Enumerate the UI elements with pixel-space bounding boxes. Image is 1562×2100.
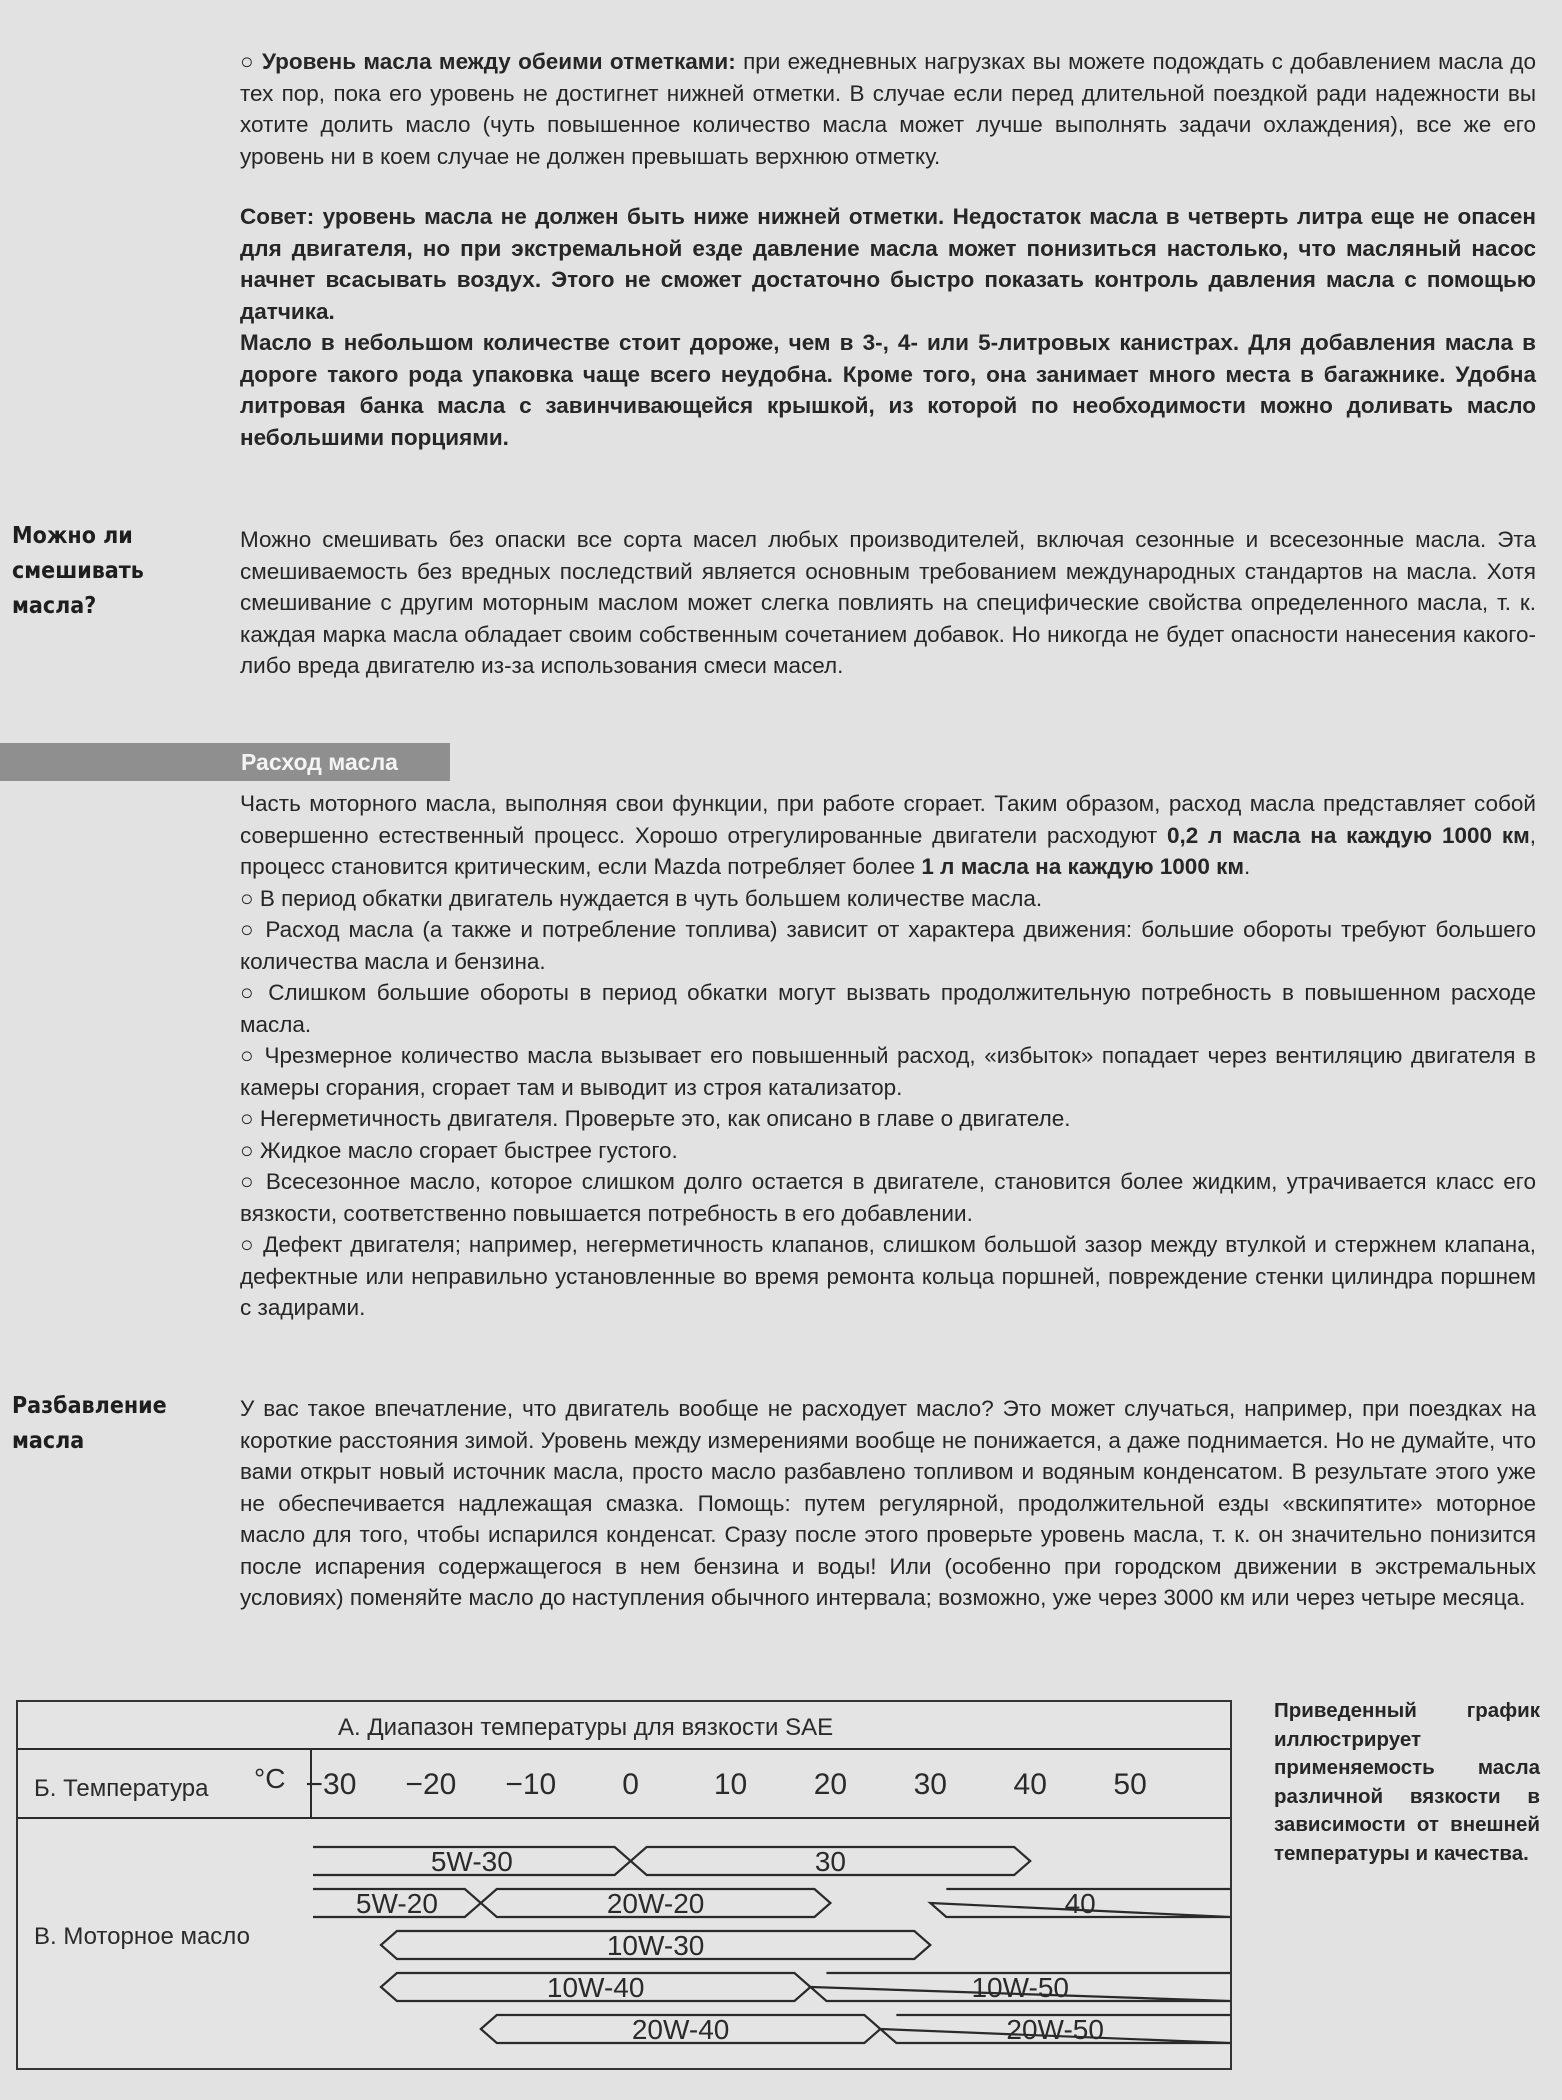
consumption-bullet-text: Негерметичность двигателя. Проверьте это, как описано в главе о двигателе. — [259, 1106, 1071, 1131]
temperature-unit: °C — [254, 1763, 286, 1794]
consumption-bullet-text: Всесезонное масло, которое слишком долго остается в двигателе, становится более жидким, утрачивается класс его вязкости, соответственно повышается потребность в его добавлении. — [240, 1169, 1536, 1226]
axis-tick-label: 10 — [713, 1768, 748, 1801]
consumption-bullet-text: В период обкатки двигатель нуждается в чуть большем количестве масла. — [259, 885, 1043, 911]
consumption-heading: Расход масла — [241, 749, 398, 775]
viscosity-chart — [16, 1700, 1232, 2070]
bullet-marker-icon: ○ — [240, 1169, 266, 1194]
viscosity-range-label: 20W-20 — [606, 1888, 705, 1919]
consumption-bullet — [240, 1040, 1536, 1103]
consumption-bullet-text: Дефект двигателя; например, негерметичность клапанов, слишком большой зазор между втулкой и стержнем клапана, дефектные или неправильно установленные во время ремонта кольца поршней, повреждение стенки цилиндра поршнем с задирами. — [240, 1232, 1536, 1320]
oil-level-section — [240, 46, 1536, 453]
consumption-bullet-text: Жидкое масло сгорает быстрее густого. — [259, 1137, 678, 1163]
bullet-marker-icon: ○ — [240, 885, 260, 911]
consumption-bullet — [240, 1166, 1536, 1229]
bullet-marker-icon: ○ — [240, 980, 269, 1005]
consumption-intro-c: , процесс становится критическим, если Mazda потребляет более — [240, 822, 1536, 879]
viscosity-range-label: 5W-20 — [355, 1888, 438, 1919]
viscosity-range-label: 5W-30 — [430, 1846, 513, 1877]
consumption-bullet — [240, 1229, 1536, 1324]
dilution-section — [240, 1393, 1536, 1614]
consumption-intro-a: Часть моторного масла, выполняя свои функции, при работе сгорает. Таким образом, расход масла представляет собой совершенно естественный процесс. Хорошо отрегулированные двигатели расходуют — [240, 791, 1536, 848]
consumption-intro — [240, 788, 1536, 883]
consumption-rate-normal: 0,2 л масла на каждую 1000 км — [1167, 822, 1530, 848]
axis-tick-label: −10 — [505, 1768, 557, 1801]
bullet-marker-icon: ○ — [240, 917, 266, 942]
viscosity-range-label: 10W-40 — [546, 1972, 645, 2003]
axis-tick-label: 30 — [913, 1768, 948, 1801]
consumption-bullet — [240, 1135, 1536, 1167]
oil-level-text: при ежедневных нагрузках вы можете подождать с добавлением масла до тех пор, пока его уровень не достигнет нижней отметки. В случае если перед длительной поездкой ради надежности вы хотите долить масло (чуть повышенное количество масла может лучше выполнять задачи охлаждения), все же его уровень ни в коем случае не должен превышать верхнюю отметку. — [240, 49, 1536, 169]
axis-tick-label: −20 — [405, 1768, 457, 1801]
consumption-bullet — [240, 1103, 1536, 1135]
advice-paragraph: Совет: уровень масла не должен быть ниже нижней отметки. Недостаток масла в четверть литра еще не опасен для двигателя, но при экстремальной езде давление масла может понизиться настолько, что масляный насос начнет всасывать воздух. Этого не сможет достаточно быстро показать контроль давления масла с помощью датчика. — [240, 204, 1536, 324]
viscosity-range-label: 20W-40 — [631, 2014, 730, 2045]
side-label-mixing: Можно ли смешивать масла? — [12, 523, 144, 619]
chart-caption: Приведенный график иллюстрирует применяемость масла различной вязкости в зависимости от внешней температуры и качества. — [1274, 1699, 1540, 1865]
oil-level-paragraph: ○ Уровень масла между обеими отметками: при ежедневных нагрузках вы можете подождать с добавлением масла до тех пор, пока его уровень не достигнет нижней отметки. В случае если перед длительной поездкой ради надежности вы хотите долить масло (чуть повышенное количество масла может лучше выполнять задачи охлаждения), все же его уровень ни в коем случае не должен превышать верхнюю отметку. — [240, 49, 1536, 169]
bullet-marker-icon: ○ — [240, 1043, 265, 1068]
viscosity-range-label: 40 — [1064, 1888, 1096, 1919]
axis-tick-label: −30 — [305, 1768, 357, 1801]
consumption-bullet-list — [240, 883, 1536, 1324]
oil-row-label: В. Моторное масло — [34, 1923, 250, 1950]
consumption-intro-d: . — [1244, 854, 1251, 879]
mixing-section — [240, 524, 1536, 682]
consumption-bullet — [240, 883, 1536, 915]
mixing-text: Можно смешивать без опаски все сорта масел любых производителей, включая сезонные и всесезонные масла. Эта смешиваемость без вредных последствий является основным требованием международных стандартов на масла. Хотя смешивание с другим моторным маслом может слегка повлиять на специфические свойства определенного масла, т. к. каждая марка масла обладает своим собственным сочетанием добавок. Но никогда не будет опасности нанесения какого-либо вреда двигателю из-за использования смеси масел. — [240, 527, 1536, 678]
axis-tick-label: 20 — [813, 1768, 848, 1801]
section-heading-bar — [0, 743, 450, 781]
temperature-row-label: Б. Температура — [34, 1775, 209, 1802]
consumption-bullet-text: Расход масла (а также и потребление топлива) зависит от характера движения: большие обороты требуют большего количества масла и бензина. — [240, 917, 1536, 974]
axis-tick-label: 0 — [622, 1768, 639, 1801]
chart-title: А. Диапазон температуры для вязкости SAE — [338, 1714, 834, 1741]
consumption-bullet-text: Слишком большие обороты в период обкатки могут вызвать продолжительную потребность в повышенном расходе масла. — [240, 980, 1536, 1037]
bullet-marker-icon: ○ — [240, 1232, 264, 1257]
axis-tick-label: 40 — [1013, 1768, 1047, 1801]
dilution-text: У вас такое впечатление, что двигатель вообще не расходует масло? Это может случаться, например, при поездках на короткие расстояния зимой. Уровень между измерениями вообще не понижается, а даже поднимается. Но не думайте, что вами открыт новый источник масла, просто масло разбавлено топливом и водяным конденсатом. В результате этого уже не обеспечивается надлежащая смазка. Помощь: путем регулярной, продолжительной езды «вскипятите» моторное масло для того, чтобы испарился конденсат. Сразу после этого проверьте уровень масла, т. к. он значительно понизится после испарения содержащегося в нем бензина и воды! Или (особенно при городском движении в экстремальных условиях) поменяйте масло до наступления обычного интервала; возможно, уже через 3000 км или через четыре месяца. — [240, 1396, 1536, 1610]
bullet-marker-icon: ○ — [240, 1137, 260, 1163]
consumption-section — [240, 788, 1536, 1324]
viscosity-range-label: 20W-50 — [1006, 2014, 1104, 2045]
advice-paragraph-2: Масло в небольшом количестве стоит дороже, чем в 3-, 4- или 5-литровых канистрах. Для добавления масла в дороге такого рода упаковка чаще всего неудобна. Кроме того, она занимает много места в багажнике. Удобна литровая банка масла с завинчивающейся крышкой, из которой по необходимости можно доливать масло небольшими порциями. — [240, 330, 1536, 450]
consumption-bullet — [240, 914, 1536, 977]
bullet-marker-icon: ○ — [240, 1106, 260, 1131]
viscosity-range-label: 10W-30 — [606, 1930, 705, 1961]
side-label-dilution: Разбавление масла — [12, 1393, 167, 1454]
axis-tick-label: 50 — [1113, 1768, 1147, 1801]
viscosity-range-label: 10W-50 — [971, 1972, 1070, 2003]
oil-level-lead: Уровень масла между обеими отметками: — [262, 49, 736, 74]
viscosity-range-label: 30 — [814, 1846, 847, 1877]
consumption-rate-critical: 1 л масла на каждую 1000 км — [921, 854, 1244, 879]
consumption-bullet-text: Чрезмерное количество масла вызывает его повышенный расход, «избыток» попадает через вентиляцию двигателя в камеры сгорания, сгорает там и выводит из строя катализатор. — [240, 1043, 1537, 1100]
viscosity-chart-svg — [18, 1702, 1230, 2068]
consumption-bullet — [240, 977, 1536, 1040]
